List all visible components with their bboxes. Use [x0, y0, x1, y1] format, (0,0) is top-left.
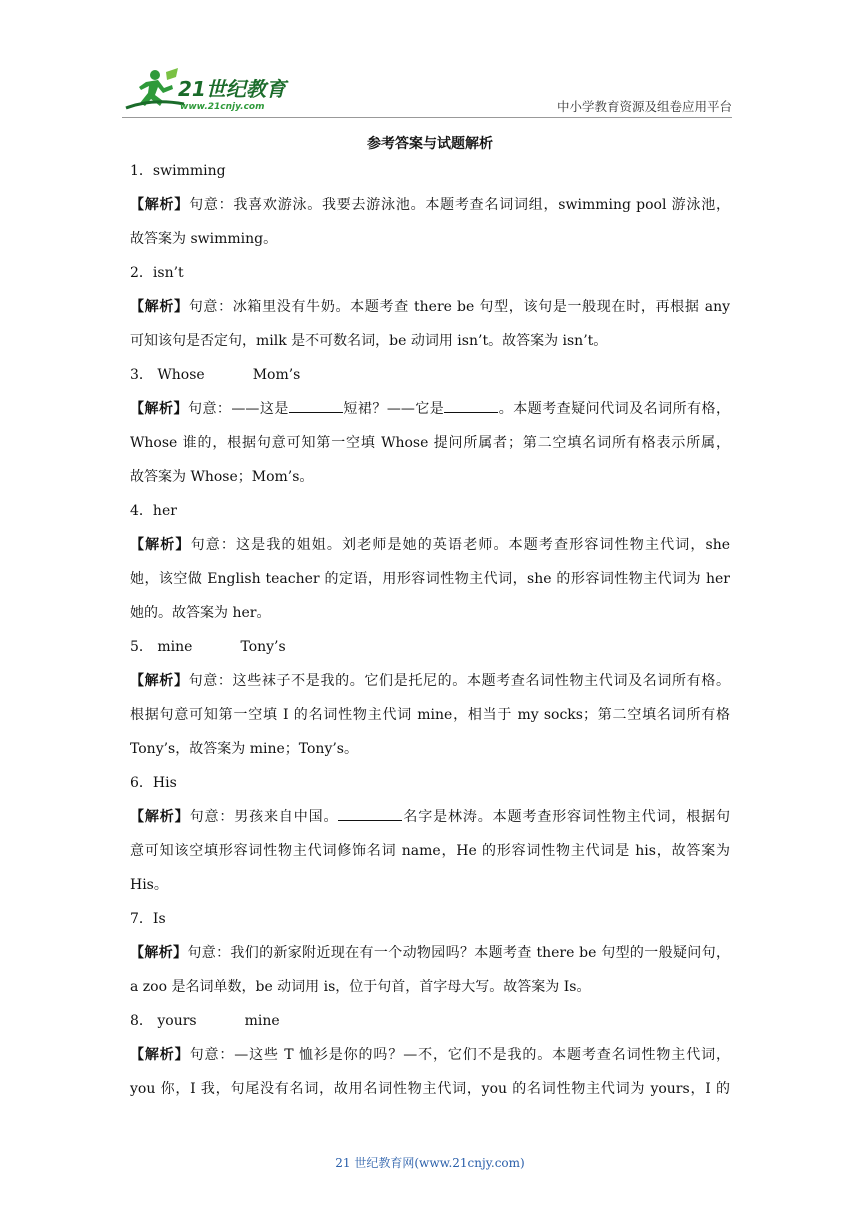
- blank-line: [444, 397, 498, 413]
- analysis-5-line-2: 根据句意可知第一空填 I 的名词性物主代词 mine，相当于 my socks；第二空填名词所有格: [130, 707, 730, 723]
- analysis-4-line-1: 【解析】句意：这是我的姐姐。刘老师是她的英语老师。本题考查形容词性物主代词，she: [130, 537, 731, 553]
- logo-url-text: www.21cnjy.com: [180, 102, 265, 112]
- blank-line: [338, 805, 402, 821]
- analysis-8-line-2: you 你，I 我，句尾没有名词，故用名词性物主代词，you 的名词性物主代词为 yours，I 的: [130, 1081, 730, 1097]
- analysis-6-line-1: 【解析】句意：男孩来自中国。 名字是林涛。本题考查形容词性物主代词，根据句: [130, 805, 730, 839]
- header-divider: [122, 117, 732, 118]
- analysis-3-line-3: 故答案为 Whose；Mom’s。: [130, 469, 314, 485]
- analysis-5-line-1: 【解析】句意：这些袜子不是我的。它们是托尼的。本题考查名词性物主代词及名词所有格。: [130, 673, 731, 689]
- analysis-7-line-1: 【解析】句意：我们的新家附近现在有一个动物园吗？本题考查 there be 句型的一般疑问句，: [130, 945, 730, 961]
- answer-4: 4．her: [130, 503, 177, 519]
- answer-7: 7．Is: [130, 911, 166, 927]
- footer-link[interactable]: 21 世纪教育网(www.21cnjy.com): [335, 1156, 525, 1170]
- analysis-2-line-1: 【解析】句意：冰箱里没有牛奶。本题考查 there be 句型，该句是一般现在时，再根据 any: [130, 299, 730, 315]
- analysis-3-line-2: Whose 谁的，根据句意可知第一空填 Whose 提问所属者；第二空填名词所有格表示所属，: [130, 435, 730, 451]
- analysis-5-line-3: Tony’s，故答案为 mine；Tony’s。: [130, 741, 358, 757]
- analysis-6-line-2: 意可知该空填形容词性物主代词修饰名词 name，He 的形容词性物主代词是 his，故答案为: [130, 843, 730, 859]
- analysis-4-line-2: 她，该空做 English teacher 的定语，用形容词性物主代词，she 的形容词性物主代词为 her: [130, 571, 730, 587]
- logo: [122, 68, 290, 114]
- answer-1: 1．swimming: [130, 163, 226, 179]
- answer-list: [130, 159, 730, 1111]
- analysis-2-line-2: 可知该句是否定句，milk 是不可数名词，be 动词用 isn’t。故答案为 isn’t。: [130, 333, 608, 349]
- analysis-1-line-2: 故答案为 swimming。: [130, 231, 278, 247]
- logo-main-text: 21世纪教育: [178, 77, 286, 101]
- answer-2: 2．isn’t: [130, 265, 184, 281]
- blank-line: [289, 397, 343, 413]
- answer-5: 5． mine Tony’s: [130, 639, 286, 655]
- answer-3: 3． Whose Mom’s: [130, 367, 301, 383]
- analysis-8-line-1: 【解析】句意：—这些 T 恤衫是你的吗？—不，它们不是我的。本题考查名词性物主代词，: [130, 1047, 730, 1063]
- answer-6: 6．His: [130, 775, 177, 791]
- analysis-4-line-3: 她的。故答案为 her。: [130, 605, 271, 621]
- analysis-6-line-3: His。: [130, 877, 168, 893]
- analysis-3-line-1: 【解析】句意：——这是 短裙？——它是 。本题考查疑问代词及名词所有格，: [130, 397, 730, 431]
- page-title: 参考答案与试题解析: [367, 136, 493, 152]
- answer-8: 8． yours mine: [130, 1013, 280, 1029]
- header-tagline: 中小学教育资源及组卷应用平台: [556, 99, 732, 114]
- analysis-7-line-2: a zoo 是名词单数，be 动词用 is，位于句首，首字母大写。故答案为 Is。: [130, 979, 591, 995]
- analysis-1-line-1: 【解析】句意：我喜欢游泳。我要去游泳池。本题考查名词词组，swimming pool 游泳池，: [130, 197, 730, 213]
- runner-icon: [126, 68, 184, 108]
